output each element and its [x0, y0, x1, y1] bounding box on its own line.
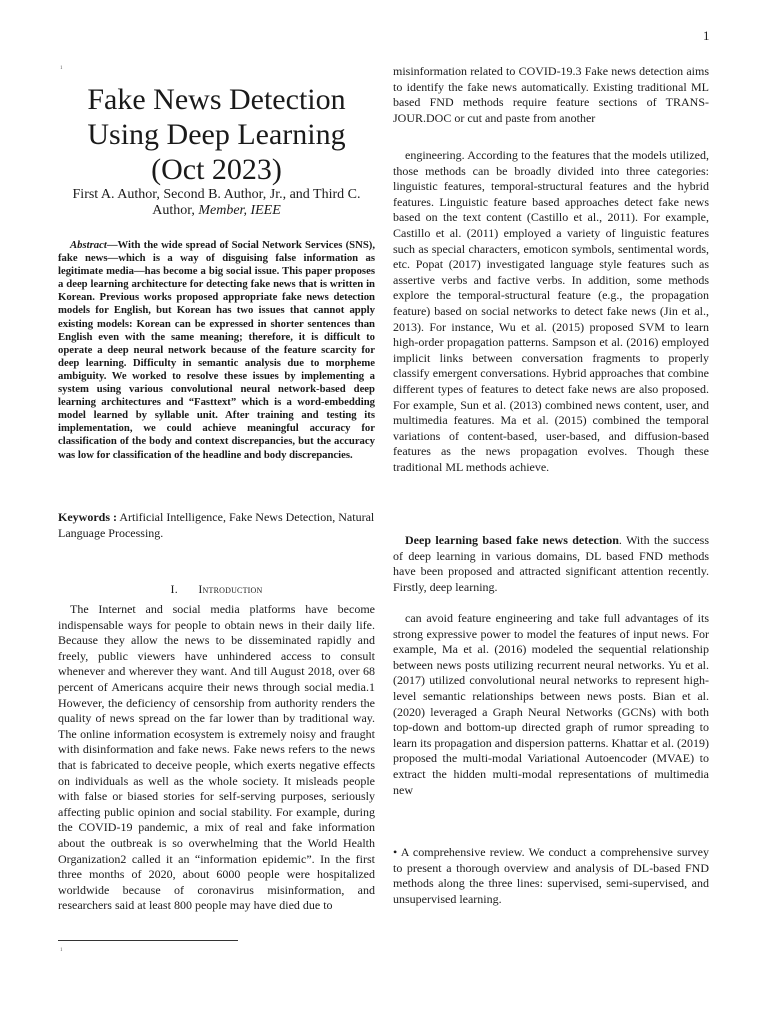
- header-footnote-marker: 1: [60, 66, 63, 71]
- deep-learning-paragraph-2: [393, 611, 709, 798]
- author-membership: Member, IEEE: [198, 203, 281, 218]
- footnote-divider: [58, 940, 238, 941]
- features-text: engineering. According to the features that the models utilized, those methods can be broadly divided into three categories: linguistic features, temporal-structural features and the hybrid features. Linguistic feature based approaches detect fake news based on the text content (Castillo et al., 2011). For example, Castillo et al. (2011) employed a variety of linguistic features such as special characters, emoticon symbols, sentimental words, etc. Popat (2017) investigated language style features such as assertive verbs and factive verbs. In addition, some methods explore the temporal-structural feature (e.g., the propagation feature) based on social networks to detect fake news (Jin et al., 2013). For instance, Wu et al. (2015) proposed SVM to learn high-order propagation patterns. Sampson et al. (2016) employed implicit links between conversation fragments to properly classify emergent conversations. Hybrid approaches that combine different types of features to detect fake news are also proposed. For example, Sun et al. (2013) combined news content, user, and multimedia features. Ma et al. (2015) combined the temporal variations of content-based, user-based, and diffusion-based features as the news propagation evolves. Though these traditional ML methods achieve.: [393, 148, 709, 474]
- keywords-label: Keywords :: [58, 510, 117, 524]
- dl-heading: Deep learning based fake news detection: [405, 533, 619, 547]
- dl-text-2: can avoid feature engineering and take full advantages of its strong expressive power to model the features of input news. For example, Ma et al. (2016) modeled the sequential relationship between news posts utilizing recurrent neural networks. Yu et al. (2017) utilized convolutional neural networks to represent high-level semantic relationships between news posts. Bian et al. (2020) leveraged a Graph Neural Networks (GCNs) with both top-down and bottom-up directed graph of rumor spreading to learn its propagation and dispersion patterns. Khattar et al. (2019) proposed the multi-modal Variational Autoencoder (MVAE) to extract the hidden multi-modal representations of multimedia new: [393, 611, 709, 797]
- abstract-lead: Abstract: [70, 239, 107, 251]
- footnote-marker: 1: [60, 948, 63, 953]
- paper-title: Fake News Detection Using Deep Learning (Oct 2023): [87, 83, 346, 186]
- intro-text: The Internet and social media platforms have become indispensable ways for people to obtain news in their daily life. Because they allow the news to be disseminated rapidly and freely, public viewers have unhindered access to consult whenever and wherever they want. And till August 2018, over 68 percent of Americans acquire their news through social media.1 However, the deficiency of censorship from authority renders the quality of news spread on the far lower than by traditional way. The online information ecosystem is extremely noisy and fraught with disinformation and fake news. Fake news refers to the news that is fabricated to deceive people, which exerts negative effects on individuals as well as the whole society. It misleads people with false or biased stories for self-serving purposes, seriously affecting public opinion and social stability. For example, during the COVID-19 pandemic, a mix of real and fake information about the outbreak is so overwhelming that the World Health Organization2 called it an “information epidemic”. In the first three months of 2020, about 6000 people were hospitalized worldwide because of coronavirus misinformation, and researchers said at least 800 people may have died due to: [58, 602, 375, 913]
- section-number: I.: [170, 582, 178, 596]
- deep-learning-paragraph: [393, 533, 709, 595]
- abstract: [58, 239, 375, 462]
- keywords-text: Artificial Intelligence, Fake News Detection, Natural Language Processing.: [58, 510, 375, 540]
- page-number: 1: [703, 28, 710, 43]
- introduction-paragraph: [58, 602, 375, 914]
- author-block: [58, 187, 375, 219]
- bullet-text: • A comprehensive review. We conduct a comprehensive survey to present a thorough overview and analysis of DL-based FND methods along the three lines: supervised, semi-supervised, and unsupervised learning.: [393, 845, 709, 906]
- dl-text: . With the success of deep learning in various domains, DL based FND methods have been proposed and attracted significant attention recently. Firstly, deep learning.: [393, 533, 709, 594]
- features-paragraph: [393, 148, 709, 475]
- author-names: First A. Author, Second B. Author, Jr., and Third C. Author,: [72, 187, 361, 218]
- review-bullet: [393, 845, 709, 907]
- right-column-continuation: [393, 64, 709, 126]
- section-heading: [58, 582, 375, 597]
- continuation-text: misinformation related to COVID-19.3 Fake news detection aims to identify the fake news automatically. Existing traditional ML based FND methods require feature sections of TRANS-JOUR.DOC or cut and paste from another: [393, 64, 709, 125]
- keywords: [58, 509, 375, 541]
- section-title: Introduction: [198, 582, 263, 596]
- abstract-text: —With the wide spread of Social Network Services (SNS), fake news—which is a way of disguising false information as legitimate media—has become a big social issue. This paper proposes a deep learning architecture for detecting fake news that is written in Korean. Previous works proposed appropriate fake news detection models for English, but Korean has two issues that cannot apply existing models: Korean can be expressed in shorter sentences than English even with the same meaning; therefore, it is difficult to operate a deep neural network because of the feature scarcity for deep learning. Difficulty in semantic analysis due to morpheme ambiguity. We worked to resolve these issues by implementing a system using various convolutional neural network-based deep learning architectures and “Fasttext” which is a word-embedding model learned by syllable unit. After training and testing its implementation, we could achieve meaningful accuracy for classification of the body and context discrepancies, but the accuracy was low for classification of the headline and body discrepancies.: [58, 239, 375, 461]
